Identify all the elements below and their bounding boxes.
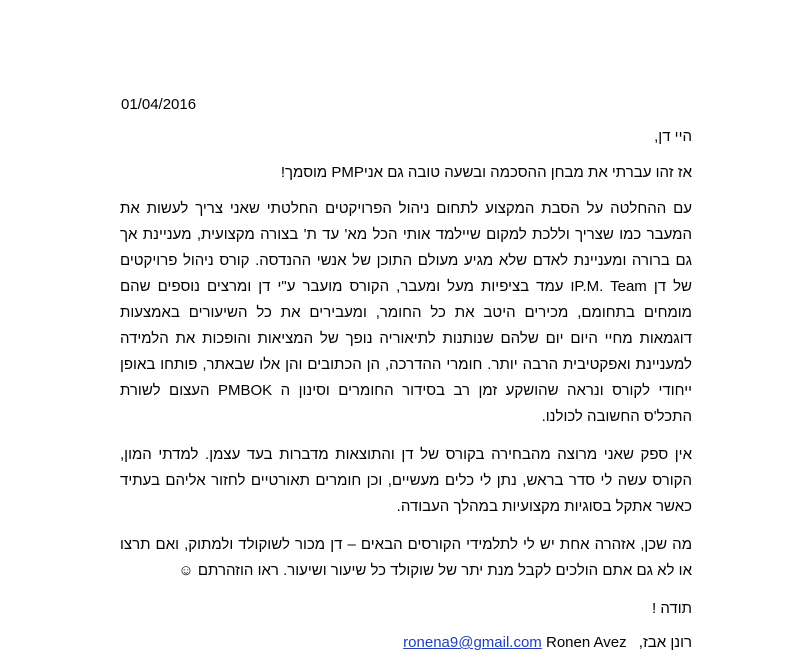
intro-line: אז זהו עברתי את מבחן ההסכמה ובשעה טובה גם אניPMP מוסמך! <box>280 164 692 181</box>
paragraph-course-choice: עם ההחלטה על הסבת המקצוע לתחום ניהול הפרויקטים החלטתי שאני צריך לעשות את המעבר כמו שצריך וללכת למקום שיילמד אותי הכל מא' עד ת' בצורה מקצועית, מעניינת אך גם ברורה ומעניינת לאדם שלא מגיע מעולם התוכן של אנשי ההנדסה. קורס ניהול פרויקטים של דן P.M. Teamו עמד בציפיות מעל ומעבר, הקורס מועבר ע"י דן ומרצים נוספים שהם מומחים בתחומם, מכירים היטב את כל החומר, ומעבירים את כל השיעורים באמצעות דוגמאות מחיי היום יום שלהם שנותנות לתיאוריה נופך של המציאות והופכות את הלמידה למעניינת ואפקטיבית הרבה יותר. חומרי ההדרכה, הן הכתובים והן אלו שבאתר, פותחו באופן ייחודי לקורס ונראה שהושקע זמן רב בסידור החומרים וסינון ה PMBOK העצום לשורת התכל'ס החשובה לכולנו. <box>120 200 692 425</box>
paragraph-chocolate-warning: מה שכן, אזהרה אחת יש לי לתלמידי הקורסים הבאים – דן מכור לשוקולד ולמתוק, ואם תרצו או לא גם אתם הולכים לקבל מנת יתר של שוקולד כל שיעור ושיעור. ראו הוזהרתם ☺ <box>120 536 692 579</box>
signature-email-link[interactable]: ronena9@gmail.com <box>403 634 542 651</box>
thanks-line: תודה ! <box>652 600 692 617</box>
signature-name-hebrew: רונן אבז, <box>638 634 692 651</box>
letter-body <box>120 118 692 656</box>
letter-date: 01/04/2016 <box>121 96 197 113</box>
greeting: היי דן, <box>654 128 692 145</box>
signature-name-english: Ronen Avez <box>545 634 627 651</box>
signature <box>120 630 692 656</box>
paragraph-satisfaction: אין ספק שאני מרוצה מהבחירה בקורס של דן והתוצאות מדברות בעד עצמן. למדתי המון, הקורס עשה לי סדר בראש, נתן לי כלים מעשיים, וכן חומרים תאורטיים לחזור אליהם בעתיד כאשר אתקל בסוגיות מקצועיות במהלך העבודה. <box>120 446 692 515</box>
